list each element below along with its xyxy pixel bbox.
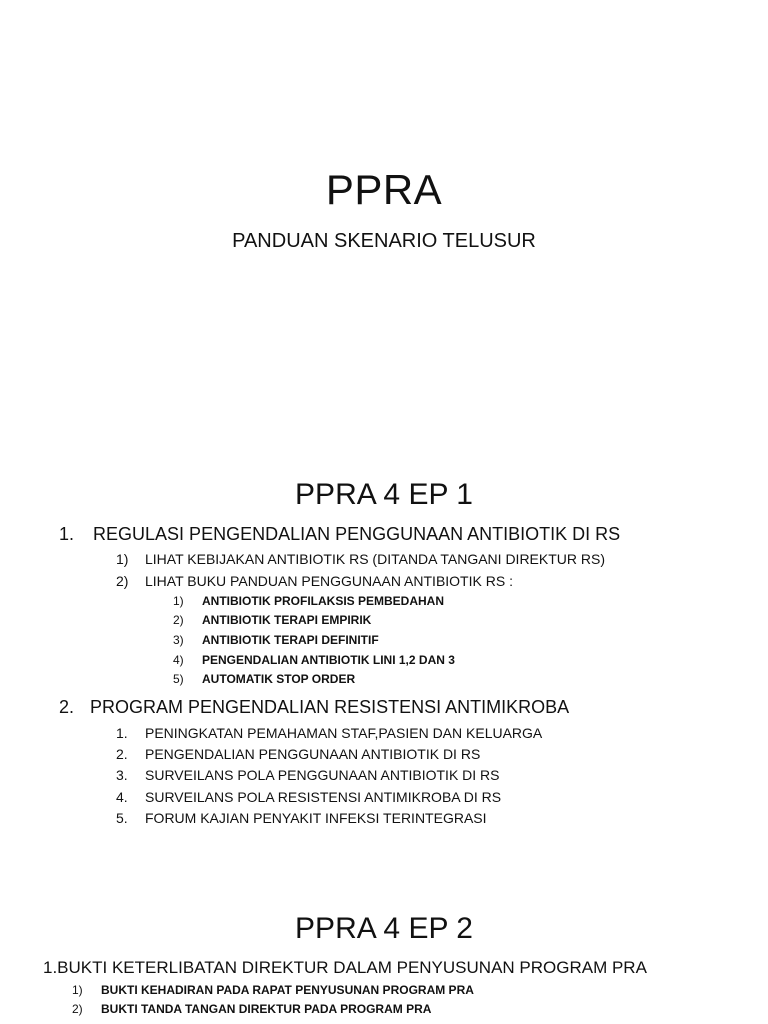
sub-list-item: 2) BUKTI TANDA TANGAN DIREKTUR PADA PROGRAM PRA — [72, 1002, 432, 1016]
list-item: 2) LIHAT BUKU PANDUAN PENGGUNAAN ANTIBIOTIK RS : — [116, 573, 513, 589]
list-item: 5. FORUM KAJIAN PENYAKIT INFEKSI TERINTEGRASI — [116, 810, 487, 826]
list-item: 4. SURVEILANS POLA RESISTENSI ANTIMIKROBA DI RS — [116, 789, 502, 805]
section-heading-bukti: 1.BUKTI KETERLIBATAN DIREKTUR DALAM PENYUSUNAN PROGRAM PRA — [43, 958, 647, 977]
sub-list-item: 5) AUTOMATIK STOP ORDER — [173, 672, 356, 686]
list-item: 3. SURVEILANS POLA PENGGUNAAN ANTIBIOTIK DI RS — [116, 767, 500, 783]
section-text: PROGRAM PENGENDALIAN RESISTENSI ANTIMIKROBA — [90, 697, 570, 717]
section-heading-program — [59, 697, 569, 718]
sub-list-item: 4) PENGENDALIAN ANTIBIOTIK LINI 1,2 DAN 3 — [173, 653, 455, 667]
sub-list-item: 1) ANTIBIOTIK PROFILAKSIS PEMBEDAHAN — [173, 594, 445, 608]
sub-list-item: 1) BUKTI KEHADIRAN PADA RAPAT PENYUSUNAN PROGRAM PRA — [72, 983, 474, 997]
list-item: 2. PENGENDALIAN PENGGUNAAN ANTIBIOTIK DI RS — [116, 746, 481, 762]
slide1-subtitle: PANDUAN SKENARIO TELUSUR — [232, 230, 536, 252]
sub-list-item: 2) ANTIBIOTIK TERAPI EMPIRIK — [173, 613, 372, 627]
section-number: 2. — [59, 697, 75, 717]
section-number: 1. — [59, 524, 75, 544]
section-text: REGULASI PENGENDALIAN PENGGUNAAN ANTIBIOTIK DI RS — [93, 524, 621, 544]
list-item: 1. PENINGKATAN PEMAHAMAN STAF,PASIEN DAN KELUARGA — [116, 725, 543, 741]
slide3-title: PPRA 4 EP 2 — [295, 912, 473, 945]
section-heading-regulasi — [59, 524, 620, 545]
list-item: 1) LIHAT KEBIJAKAN ANTIBIOTIK RS (DITANDA TANGANI DIREKTUR RS) — [116, 551, 606, 567]
slide2-title: PPRA 4 EP 1 — [295, 478, 473, 511]
slide1-title: PPRA — [325, 166, 443, 213]
sub-list-item: 3) ANTIBIOTIK TERAPI DEFINITIF — [173, 633, 379, 647]
